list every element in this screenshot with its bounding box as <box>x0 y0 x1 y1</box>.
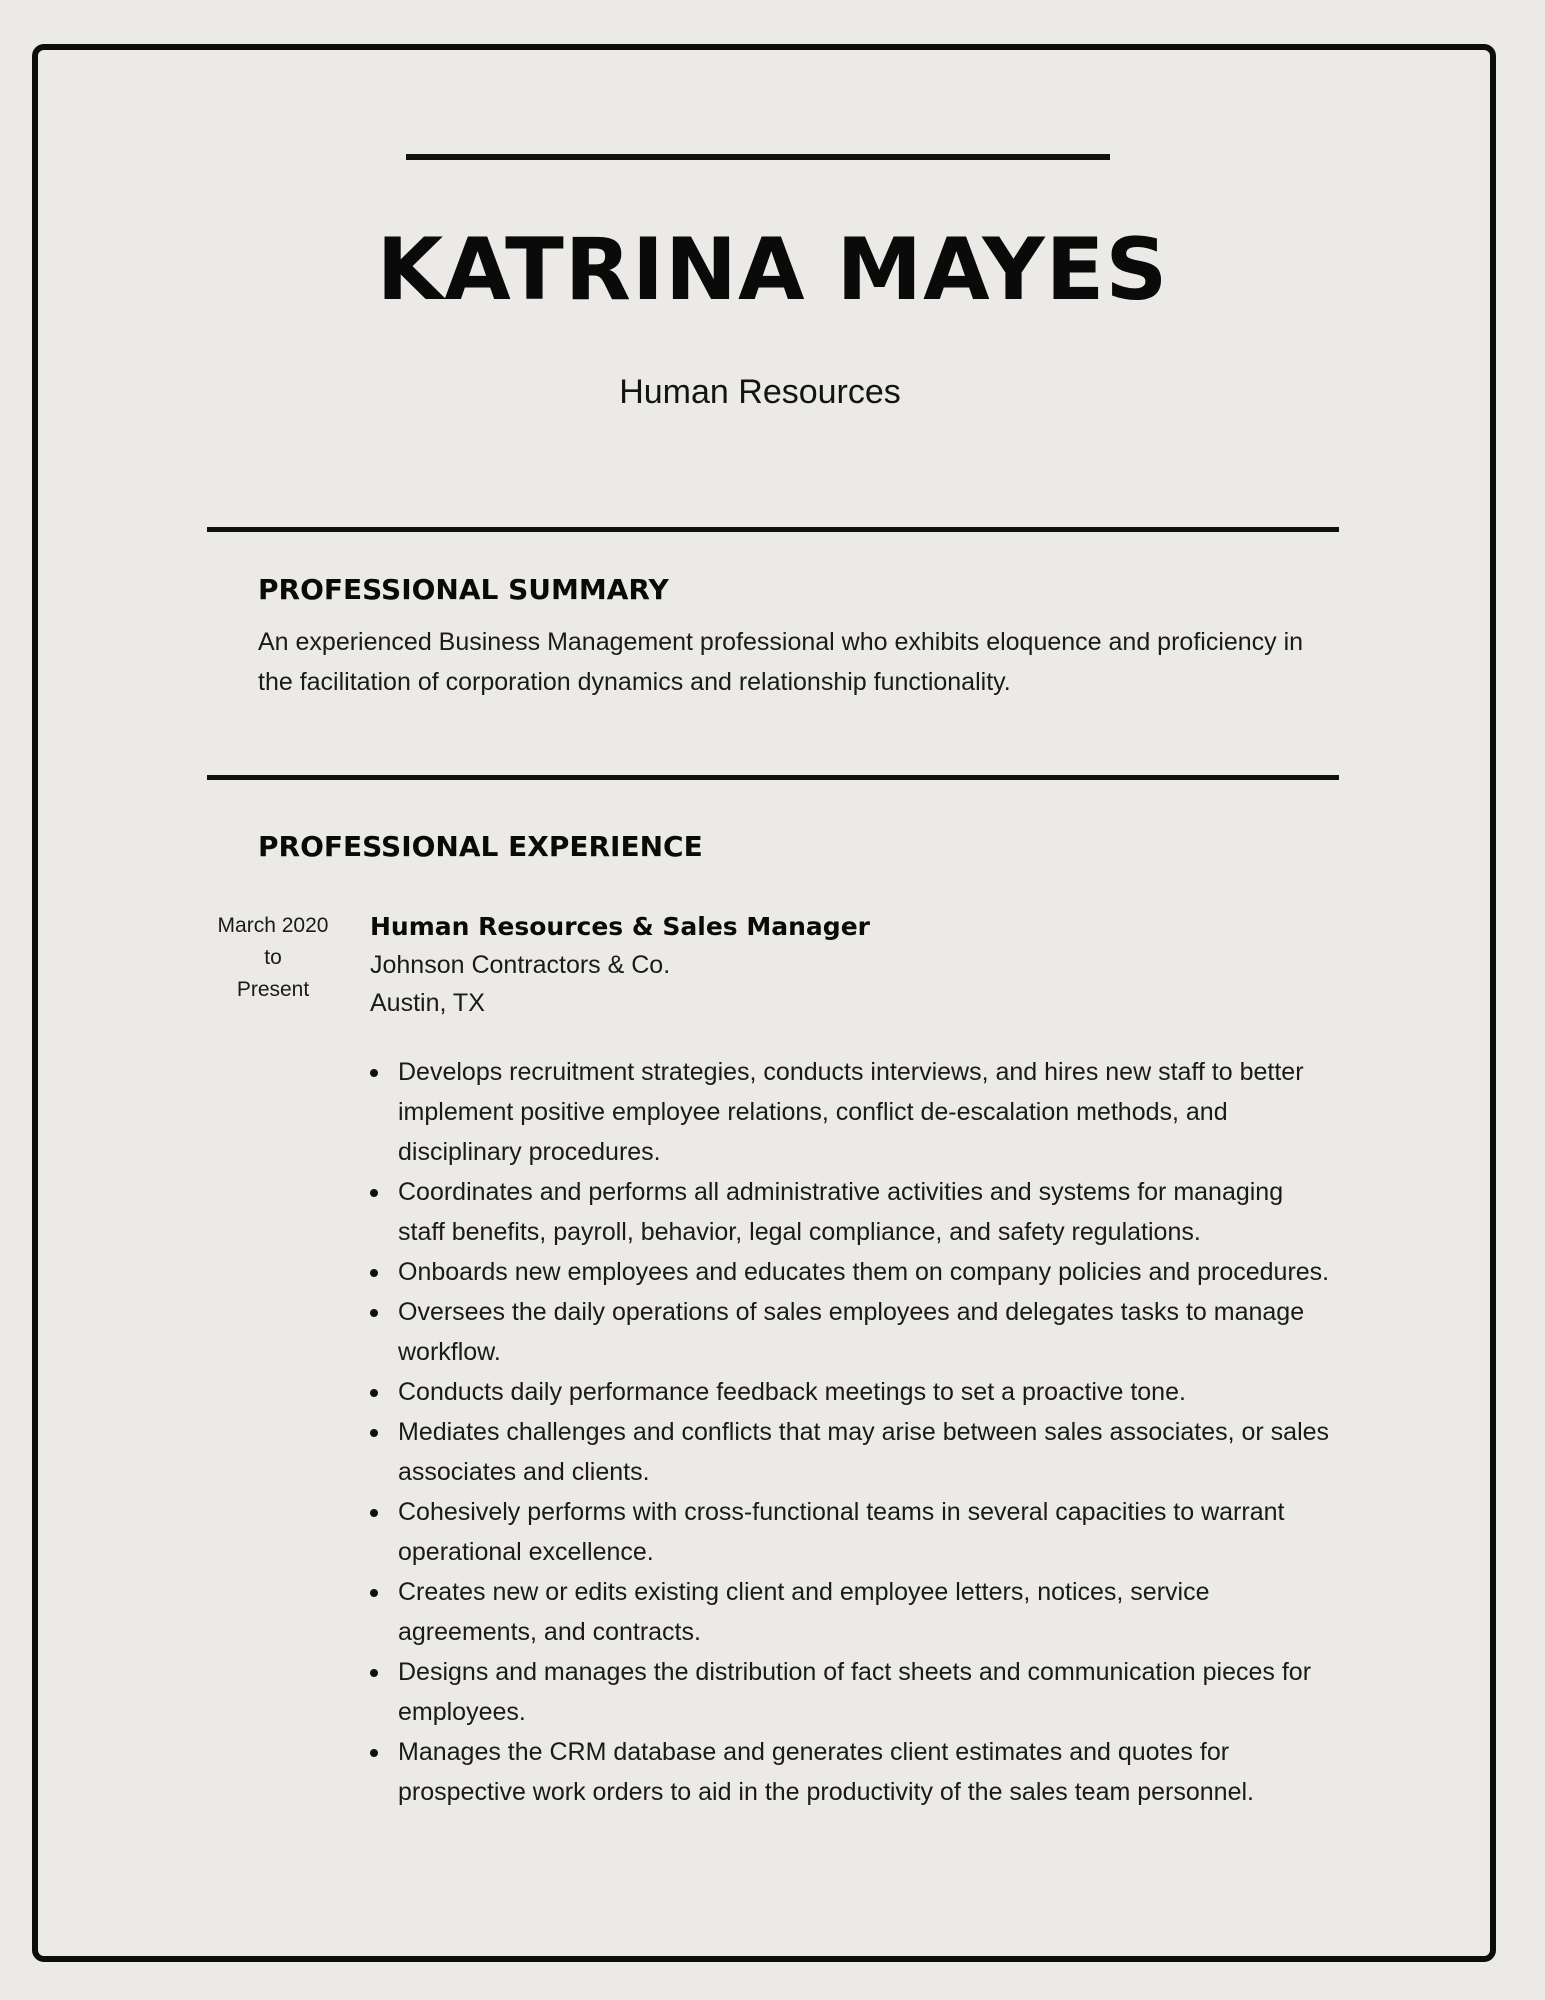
summary-text: An experienced Business Management professional who exhibits eloquence and proficiency in the facilitation of corporation dynamics and relationship functionality. <box>258 628 1304 696</box>
bullet-icon <box>370 1189 378 1197</box>
bullet-icon <box>370 1389 378 1397</box>
bullet-icon <box>370 1269 378 1277</box>
duty-item <box>370 1292 1330 1372</box>
job-duties-list <box>370 1052 1330 1812</box>
duty-text: Conducts daily performance feedback meetings to set a proactive tone. <box>398 1378 1186 1406</box>
candidate-name: KATRINA MAYES <box>376 220 1169 320</box>
bullet-icon <box>370 1429 378 1437</box>
duty-text: Cohesively performs with cross-functional teams in several capacities to warrant operational excellence. <box>398 1498 1285 1566</box>
candidate-role: Human Resources <box>619 373 901 411</box>
duty-text: Coordinates and performs all administrative activities and systems for managing staff benefits, payroll, behavior, legal compliance, and safety regulations. <box>398 1178 1284 1246</box>
duty-item <box>370 1652 1330 1732</box>
job-entry <box>370 908 1330 1022</box>
bullet-icon <box>370 1509 378 1517</box>
job-date-separator: to <box>264 946 282 969</box>
duty-item <box>370 1492 1330 1572</box>
duty-item <box>370 1052 1330 1172</box>
header-rule <box>406 154 1110 160</box>
duty-text: Onboards new employees and educates them on company policies and procedures. <box>398 1258 1330 1286</box>
experience-heading: PROFESSIONAL EXPERIENCE <box>258 830 703 863</box>
duty-text: Develops recruitment strategies, conducts interviews, and hires new staff to better implement positive employee relations, conflict de-escalation methods, and disciplinary procedures. <box>398 1058 1304 1166</box>
job-date-end: Present <box>236 978 310 1001</box>
job-position: Human Resources & Sales Manager <box>370 912 870 941</box>
experience-divider <box>207 775 1339 780</box>
duty-item <box>370 1732 1330 1812</box>
bullet-icon <box>370 1669 378 1677</box>
duty-item <box>370 1372 1330 1412</box>
duty-item <box>370 1252 1330 1292</box>
bullet-icon <box>370 1589 378 1597</box>
job-date-start: March 2020 <box>217 914 329 937</box>
duty-item <box>370 1572 1330 1652</box>
job-location: Austin, TX <box>370 989 485 1017</box>
job-company: Johnson Contractors & Co. <box>370 951 671 979</box>
duty-item <box>370 1172 1330 1252</box>
duty-text: Mediates challenges and conflicts that may arise between sales associates, or sales associates and clients. <box>398 1418 1330 1486</box>
duty-text: Oversees the daily operations of sales employees and delegates tasks to manage workflow. <box>398 1298 1305 1366</box>
bullet-icon <box>370 1309 378 1317</box>
summary-divider <box>207 527 1339 532</box>
job-dates <box>196 910 350 1006</box>
duty-text: Creates new or edits existing client and employee letters, notices, service agreements, and contracts. <box>398 1578 1210 1646</box>
duty-text: Manages the CRM database and generates client estimates and quotes for prospective work orders to aid in the productivity of the sales team personnel. <box>398 1738 1254 1806</box>
bullet-icon <box>370 1749 378 1757</box>
summary-heading: PROFESSIONAL SUMMARY <box>258 573 669 606</box>
duty-item <box>370 1412 1330 1492</box>
duty-text: Designs and manages the distribution of fact sheets and communication pieces for employees. <box>398 1658 1312 1726</box>
bullet-icon <box>370 1069 378 1077</box>
